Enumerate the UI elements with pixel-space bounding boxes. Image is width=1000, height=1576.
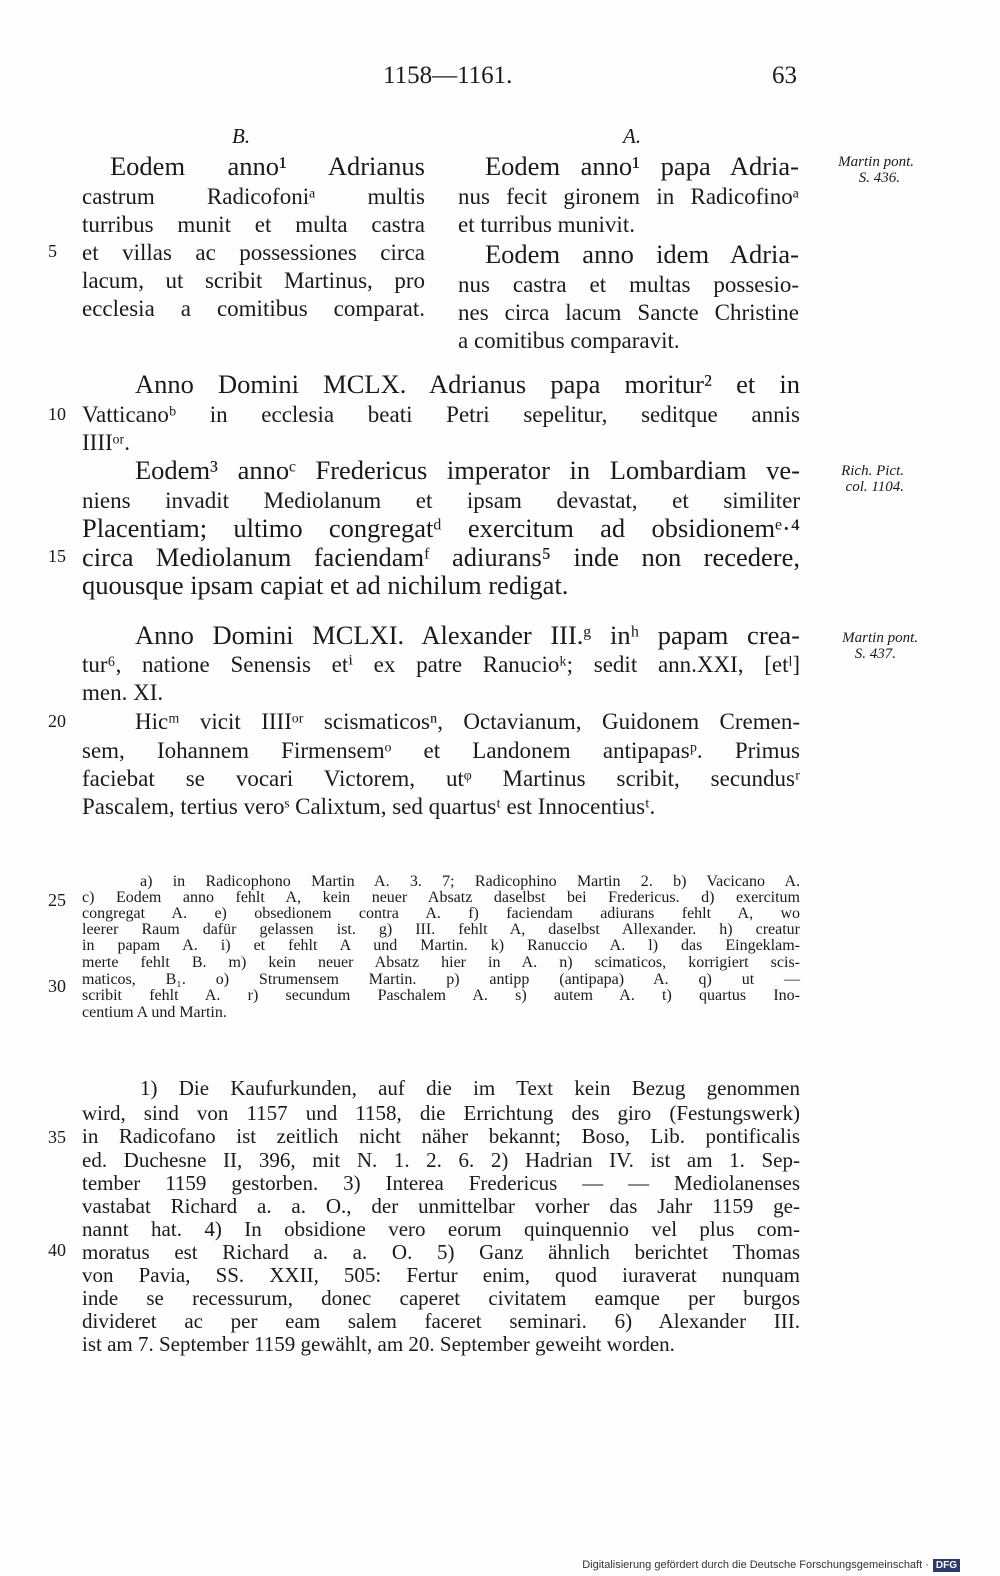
- note-line: 1) Die Kaufurkunden, auf die im Text kein Bezug genommen: [140, 1076, 800, 1100]
- note-line: divideret ac per eam salem faceret seminari. 6) Alexander III.: [82, 1309, 800, 1333]
- column-a-line: Eodem anno idem Adria-: [485, 239, 799, 269]
- credit-text: Digitalisierung gefördert durch die Deutsche Forschungsgemeinschaft ·: [582, 1559, 929, 1571]
- margin-note: Rich. Pict. col. 1104.: [841, 463, 904, 495]
- column-a-line: nus fecit gironem in Radicofinoᵃ: [458, 184, 799, 209]
- note-line: in Radicofano ist zeitlich nicht näher bekannt; Boso, Lib. pontificalis: [82, 1124, 800, 1148]
- variant-line: centium A und Martin.: [82, 1004, 227, 1021]
- column-a-label: A.: [623, 124, 642, 148]
- main-line: Hicᵐ vicit IIIIᵒʳ scismaticosⁿ, Octavianum, Guidonem Cremen-: [135, 709, 800, 734]
- main-line: faciebat se vocari Victorem, utᵠ Martinus scribit, secundusʳ: [82, 766, 800, 791]
- main-line: circa Mediolanum faciendamᶠ adiurans⁵ inde non recedere,: [82, 542, 800, 572]
- column-a-line: nes circa lacum Sancte Christine: [458, 300, 799, 325]
- main-line: sem, Iohannem Firmensemᵒ et Landonem antipapasᵖ. Primus: [82, 738, 800, 763]
- main-line: Pascalem, tertius veroˢ Calixtum, sed quartusᵗ est Innocentiusᵗ.: [82, 794, 656, 819]
- note-line: ist am 7. September 1159 gewählt, am 20. September geweiht worden.: [82, 1332, 675, 1356]
- column-a-line: a comitibus comparavit.: [458, 328, 680, 353]
- note-line: nannt hat. 4) In obsidione vero eorum quinquennio vel plus com-: [82, 1217, 800, 1241]
- note-line: moratus est Richard a. a. O. 5) Ganz ähnlich berichtet Thomas: [82, 1240, 800, 1264]
- main-line: Vatticanoᵇ in ecclesia beati Petri sepelitur, seditque annis: [82, 402, 800, 427]
- main-line: men. XI.: [82, 680, 164, 705]
- note-line: ed. Duchesne II, 396, mit N. 1. 2. 6. 2) Hadrian IV. ist am 1. Sep-: [82, 1148, 800, 1172]
- line-number: 20: [48, 711, 66, 731]
- dfg-logo: DFG: [933, 1559, 960, 1572]
- variant-line: c) Eodem anno fehlt A, kein neuer Absatz daselbst bei Fredericus. d) exercitum: [82, 889, 800, 906]
- margin-note: Martin pont. S. 436.: [838, 154, 914, 186]
- main-line: Anno Domini MCLXI. Alexander III.ᵍ inʰ papam crea-: [135, 620, 800, 650]
- note-line: von Pavia, SS. XXII, 505: Fertur enim, quod iuraverat nunquam: [82, 1263, 800, 1287]
- variant-line: merte fehlt B. m) kein neuer Absatz hier in A. n) scimaticos, korrigiert scis-: [82, 954, 800, 971]
- variant-line: scribit fehlt A. r) secundum Paschalem A. s) autem A. t) quartus Ino-: [82, 987, 800, 1004]
- column-a-line: nus castra et multas possesio-: [458, 272, 799, 297]
- variant-line: maticos, B₁. o) Strumensem Martin. p) antipp (antipapa) A. q) ut —: [82, 971, 800, 988]
- main-line: Anno Domini MCLX. Adrianus papa moritur² et in: [135, 369, 800, 399]
- column-b-line: Eodem anno¹ Adrianus: [110, 151, 425, 181]
- main-line: quousque ipsam capiat et ad nichilum redigat.: [82, 570, 569, 600]
- note-line: tember 1159 gestorben. 3) Interea Fredericus — — Mediolanenses: [82, 1171, 800, 1195]
- column-b-line: castrum Radicofoniᵃ multis: [82, 184, 425, 209]
- line-number: 10: [48, 404, 66, 424]
- line-number: 35: [48, 1127, 66, 1147]
- variant-line: leerer Raum dafür gelassen ist. g) III. fehlt A, daselbst Allexander. h) creatur: [82, 921, 800, 938]
- column-b-line: turribus munit et multa castra: [82, 212, 425, 237]
- main-line: Eodem³ annoᶜ Fredericus imperator in Lombardiam ve-: [135, 455, 800, 485]
- digitization-credit: [0, 1554, 1000, 1576]
- line-number: 15: [48, 546, 66, 566]
- note-line: wird, sind von 1157 und 1158, die Errichtung des giro (Festungswerk): [82, 1101, 800, 1125]
- column-b-label: B.: [232, 124, 251, 148]
- line-number: 25: [48, 890, 66, 910]
- running-head-years: 1158—1161.: [383, 62, 513, 89]
- main-line: Placentiam; ultimo congregatᵈ exercitum ad obsidionemᵉ·⁴: [82, 513, 800, 543]
- column-a-line: Eodem anno¹ papa Adria-: [485, 151, 799, 181]
- variant-line: a) in Radicophono Martin A. 3. 7; Radicophino Martin 2. b) Vacicano A.: [140, 873, 800, 890]
- note-line: inde se recessurum, donec caperet civitatem eamque per burgos: [82, 1286, 800, 1310]
- line-number: 40: [48, 1240, 66, 1260]
- line-number: 5: [48, 241, 57, 261]
- main-line: niens invadit Mediolanum et ipsam devastat, et similiter: [82, 488, 800, 513]
- margin-note: Martin pont. S. 437.: [842, 630, 918, 662]
- column-b-line: lacum, ut scribit Martinus, pro: [82, 268, 425, 293]
- line-number: 30: [48, 976, 66, 996]
- main-line: tur⁶, natione Senensis etⁱ ex patre Ranucioᵏ; sedit ann.XXI, [etˡ]: [82, 652, 800, 677]
- column-b-line: et villas ac possessiones circa: [82, 240, 425, 265]
- column-a-line: et turribus munivit.: [458, 212, 635, 237]
- variant-line: congregat A. e) obsedionem contra A. f) faciendam adiurans fehlt A, wo: [82, 905, 800, 922]
- main-line: IIIIᵒʳ.: [82, 430, 131, 455]
- note-line: vastabat Richard a. a. O., der unmittelbar vorher das Jahr 1159 ge-: [82, 1194, 800, 1218]
- page-number: 63: [772, 62, 797, 89]
- variant-line: in papam A. i) et fehlt A und Martin. k) Ranuccio A. l) das Eingeklam-: [82, 937, 800, 954]
- column-b-line: ecclesia a comitibus comparat.: [82, 296, 425, 321]
